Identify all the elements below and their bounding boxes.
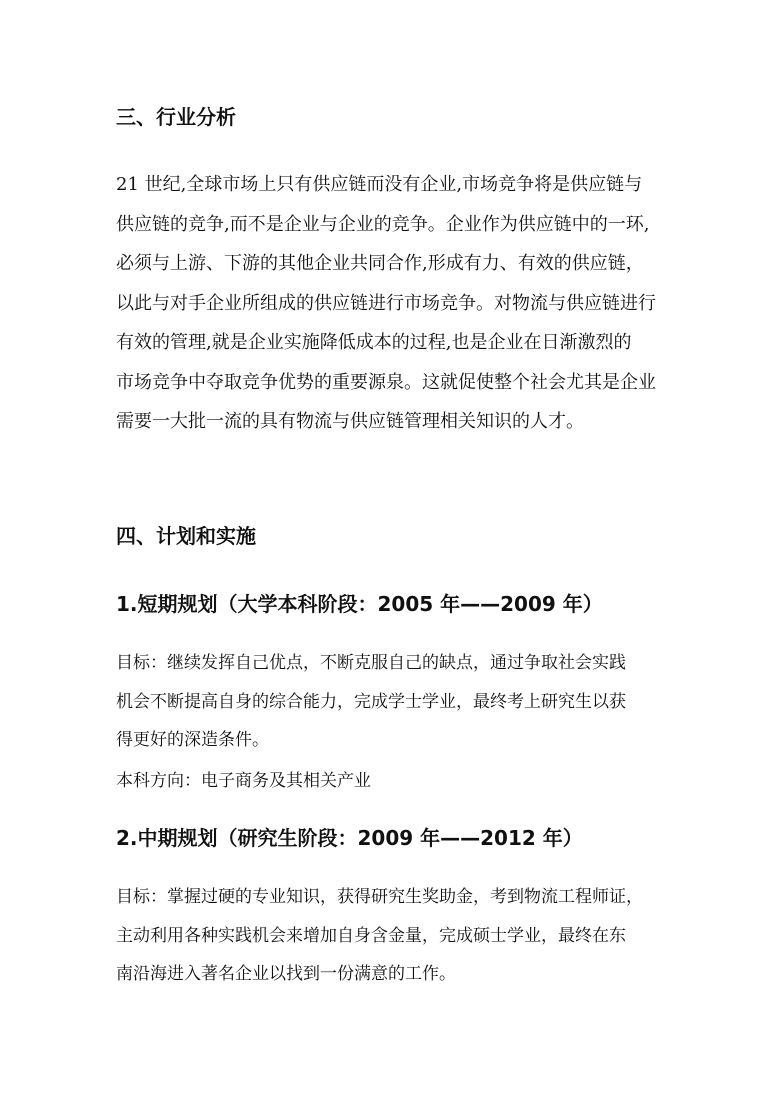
goal-line: 得更好的深造条件。 [116, 730, 269, 750]
goal-line: 南沿海进入著名企业以找到一份满意的工作。 [116, 964, 456, 984]
section-3-heading: 三、行业分析 [116, 105, 236, 129]
paragraph-line: 有效的管理,就是企业实施降低成本的过程,也是企业在日渐激烈的 [116, 332, 632, 353]
paragraph-line: 必须与上游、下游的其他企业共同合作,形成有力、有效的供应链， [116, 253, 644, 274]
section-4-heading: 四、计划和实施 [116, 524, 256, 548]
short-term-plan-heading: 1.短期规划（大学本科阶段：2005 年——2009 年） [116, 592, 603, 616]
paragraph-line: 21 世纪,全球市场上只有供应链而没有企业,市场竞争将是供应链与 [116, 174, 643, 195]
paragraph-line: 市场竞争中夺取竞争优势的重要源泉。这就促使整个社会尤其是企业 [116, 372, 656, 393]
mid-term-plan-heading: 2.中期规划（研究生阶段：2009 年——2012 年） [116, 826, 583, 850]
goal-line: 机会不断提高自身的综合能力，完成学士学业，最终考上研究生以获 [116, 692, 626, 712]
goal-line: 主动利用各种实践机会来增加自身含金量，完成硕士学业，最终在东 [116, 926, 626, 946]
goal-line: 目标：掌握过硬的专业知识，获得研究生奖助金，考到物流工程师证， [116, 887, 643, 907]
paragraph-line: 需要一大批一流的具有物流与供应链管理相关知识的人才。 [116, 411, 584, 432]
goal-line: 目标：继续发挥自己优点，不断克服自己的缺点，通过争取社会实践 [116, 653, 626, 673]
paragraph-line: 供应链的竞争,而不是企业与企业的竞争。企业作为供应链中的一环, [116, 214, 650, 235]
paragraph-line: 以此与对手企业所组成的供应链进行市场竞争。对物流与供应链进行 [116, 293, 656, 314]
undergraduate-direction: 本科方向：电子商务及其相关产业 [116, 771, 371, 791]
